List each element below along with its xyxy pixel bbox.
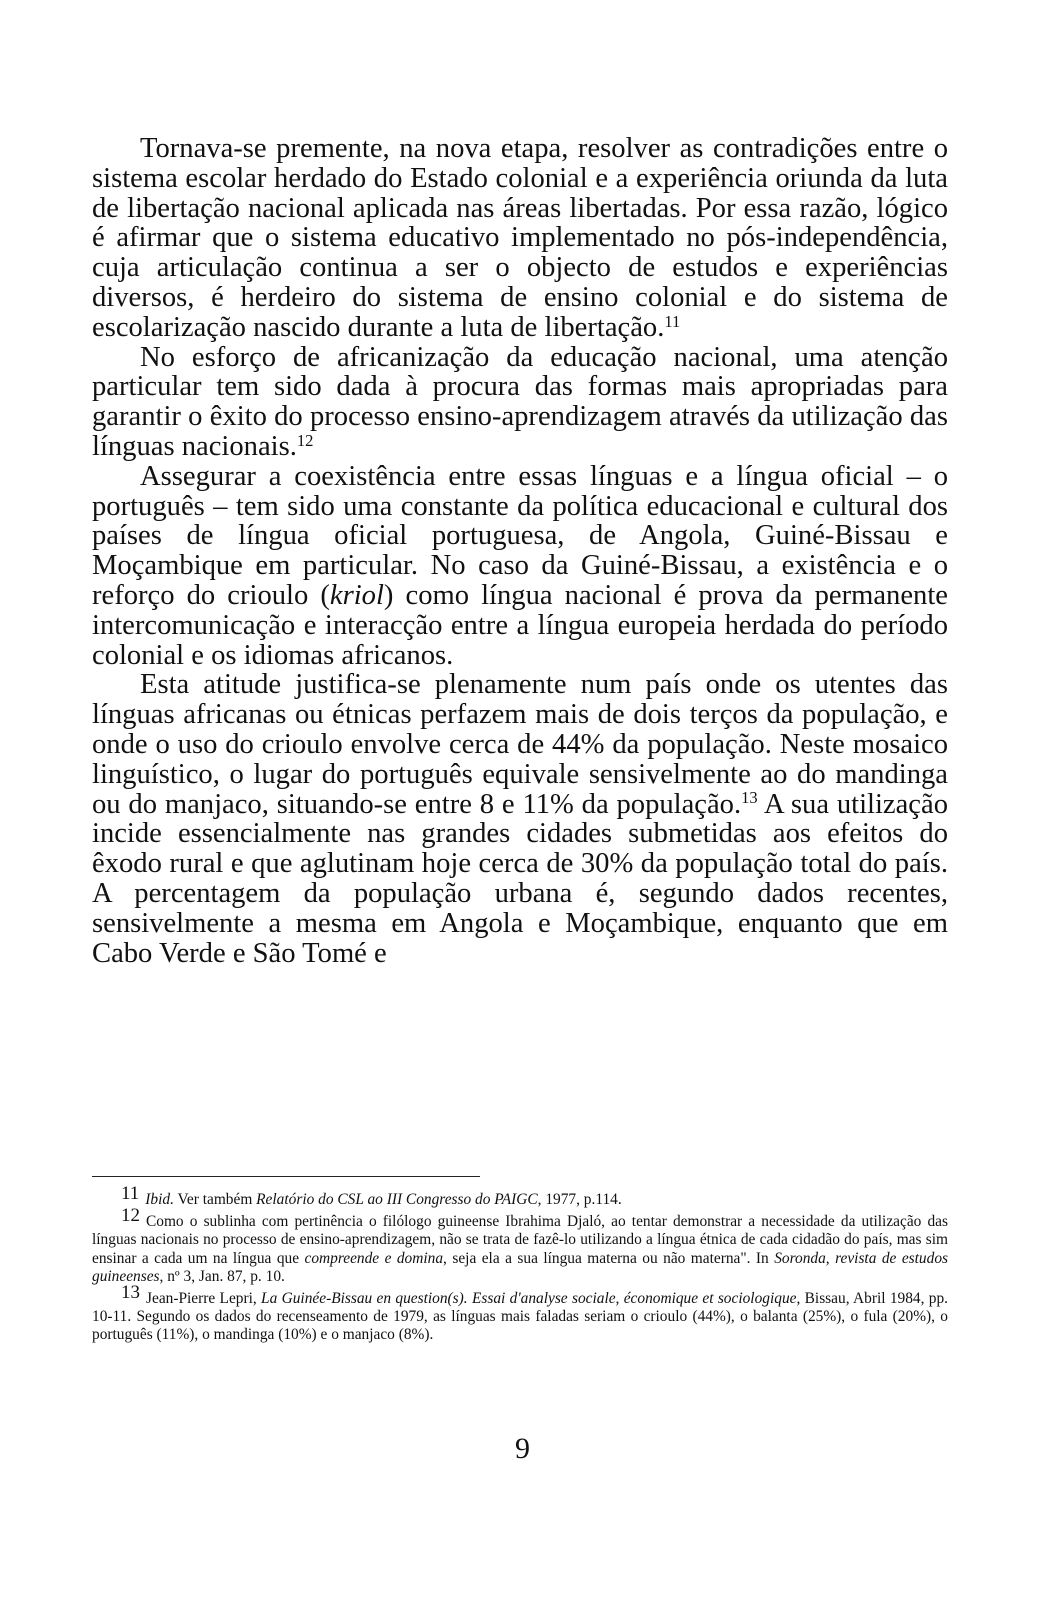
paragraph-2: No esforço de africanização da educação nacional, uma atenção particular tem sido dada à procura das formas mais apropriadas para garantir o êxito do processo ensino-aprendizagem através da utilização das línguas nacionais.$^{12}$ (92, 341, 948, 462)
footnote-ref-11: 11 (664, 311, 681, 331)
paragraph-4: Esta atitude justifica-se plenamente num país onde os utentes das línguas africanas ou étnicas perfazem mais de dois terços da população, e onde o uso do crioulo envolve cerca de 44% da população. Neste mosaico linguístico, o lugar do português equivale sensivelmente ao do mandinga ou do manjaco, situando-se entre 8 e 11% da população.$^{13}$ A sua utilização incide essencialmente nas grandes cidades submetidas aos efeitos do êxodo rural e que aglutinam hoje cerca de 30% da população total do país. A percentagem da população urbana é, segundo dados recentes, sensivelmente a mesma em Angola e Moçambique, enquanto que em Cabo Verde e São Tomé e (92, 669, 948, 969)
footnote-number: 11 (121, 1183, 140, 1204)
footnote-divider (92, 1176, 480, 1177)
page-number: 9 (515, 1432, 530, 1465)
footnote-ref-13: 13 (741, 788, 758, 808)
footnote-number: 13 (121, 1282, 140, 1304)
footnote-11: 11 Ibid. Ver também Relatório do CSL ao III Congresso do PAIGC, 1977, p.114. (121, 1183, 622, 1208)
footnote-12: 12 Como o sublinha com pertinência o filólogo guineense Ibrahima Djaló, ao tentar demonstrar a necessidade da utilização das línguas nacionais no processo de ensino-aprendizagem, não se trata de fazê-lo utilizando a língua étnica de cada cidadão do país, mas sim ensinar a cada um na língua que compreende e domina, seja ela a sua língua materna ou não materna". In Soronda, revista de estudos guineenses, nº 3, Jan. 87, p. 10. (92, 1205, 949, 1285)
footnote-number: 12 (121, 1205, 140, 1227)
kriol-term: kriol (329, 579, 384, 611)
footnotes (92, 1183, 949, 1348)
main-text (92, 134, 948, 968)
paragraph-3: Assegurar a coexistência entre essas línguas e a língua oficial – o português – tem sido uma constante da política educacional e cultural dos países de língua oficial portuguesa, de Angola, Guiné-Bissau e Moçambique em particular. No caso da Guiné-Bissau, a existência e o reforço do crioulo (kriol) como língua nacional é prova da permanente intercomunicação e interacção entre a língua europeia herdada do período colonial e os idiomas africanos. (92, 460, 948, 671)
footnote-ref-12: 12 (296, 430, 314, 450)
paragraph-1: Tornava-se premente, na nova etapa, resolver as contradições entre o sistema escolar herdado do Estado colonial e a experiência oriunda da luta de libertação nacional aplicada nas áreas libertadas. Por essa razão, lógico é afirmar que o sistema educativo implementado no pós-independência, cuja articulação continua a ser o objecto de estudos e experiências diversos, é herdeiro do sistema de ensino colonial e do sistema de escolarização nascido durante a luta de libertação.$^{11}$ (92, 133, 948, 343)
footnote-13: 13 Jean-Pierre Lepri, La Guinée-Bissau en question(s). Essai d'analyse sociale, économique et sociologique, Bissau, Abril 1984, pp. 10-11. Segundo os dados do recenseamento de 1979, as línguas mais faladas seriam o crioulo (44%), o balanta (25%), o fula (20%), o português (11%), o mandinga (10%) e o manjaco (8%). (92, 1282, 949, 1344)
